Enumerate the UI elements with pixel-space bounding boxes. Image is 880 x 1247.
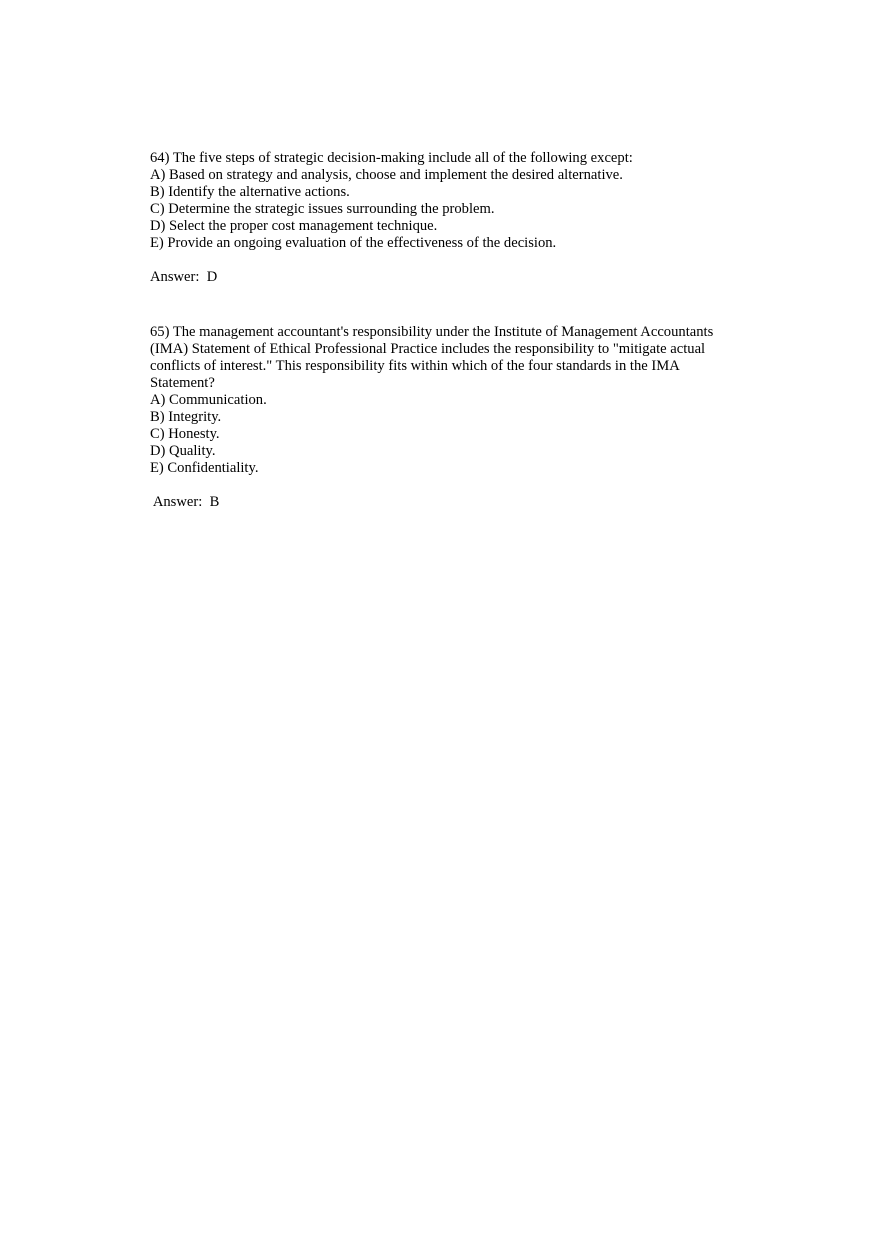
answer-option-d: D) Quality. bbox=[150, 443, 216, 459]
question-65 bbox=[150, 324, 750, 511]
question-stem: 64) The five steps of strategic decision-making include all of the following except: bbox=[150, 150, 633, 166]
answer-option-a: A) Communication. bbox=[150, 392, 267, 408]
document-content bbox=[150, 150, 750, 511]
question-stem-line-4: Statement? bbox=[150, 375, 215, 391]
question-64 bbox=[150, 150, 750, 286]
answer-option-c: C) Honesty. bbox=[150, 426, 220, 442]
answer-option-b: B) Identify the alternative actions. bbox=[150, 184, 350, 200]
answer-option-e: E) Confidentiality. bbox=[150, 460, 259, 476]
answer-option-b: B) Integrity. bbox=[150, 409, 222, 425]
question-stem-line-3: conflicts of interest." This responsibility fits within which of the four standards in the IMA bbox=[150, 358, 680, 374]
answer-key: Answer: D bbox=[150, 269, 218, 285]
question-stem-line-2: (IMA) Statement of Ethical Professional Practice includes the responsibility to "mitigate actual bbox=[150, 341, 706, 357]
answer-option-d: D) Select the proper cost management technique. bbox=[150, 218, 438, 234]
answer-option-a: A) Based on strategy and analysis, choose and implement the desired alternative. bbox=[150, 167, 623, 183]
answer-option-c: C) Determine the strategic issues surrounding the problem. bbox=[150, 201, 495, 217]
answer-option-e: E) Provide an ongoing evaluation of the effectiveness of the decision. bbox=[150, 235, 557, 251]
question-stem-line-1: 65) The management accountant's responsibility under the Institute of Management Accountants bbox=[150, 324, 714, 340]
answer-key: Answer: B bbox=[150, 494, 220, 510]
